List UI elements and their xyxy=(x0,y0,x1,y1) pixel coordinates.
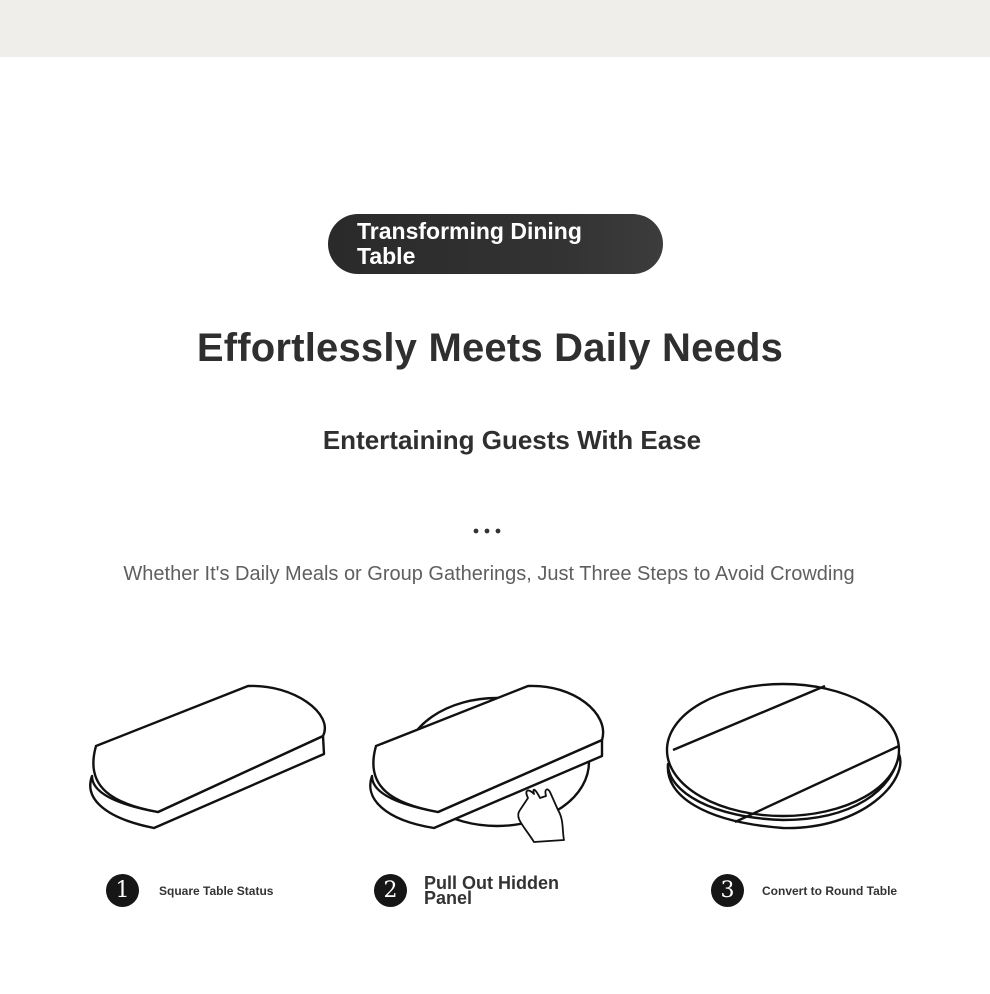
headline: Effortlessly Meets Daily Needs xyxy=(196,326,784,370)
step-number-badge: 3 xyxy=(711,874,744,907)
top-bar xyxy=(0,0,990,57)
tagline: Whether It's Daily Meals or Group Gatherings, Just Three Steps to Avoid Crowding xyxy=(123,563,855,585)
step-number-badge: 2 xyxy=(374,874,407,907)
title-pill xyxy=(328,214,663,274)
pill-label: Transforming Dining Table xyxy=(357,218,582,269)
step-1 xyxy=(106,874,273,907)
subheadline: Entertaining Guests With Ease xyxy=(322,425,702,455)
step-2 xyxy=(374,874,584,907)
half-table-icon xyxy=(84,670,330,840)
round-table-icon xyxy=(663,670,907,840)
dots-divider-icon xyxy=(470,527,510,535)
step-label: Pull Out Hidden Panel xyxy=(424,872,559,908)
step-label: Square Table Status xyxy=(159,883,274,898)
step-3 xyxy=(711,874,897,907)
pull-out-panel-icon xyxy=(364,670,610,850)
step-number-badge: 1 xyxy=(106,874,139,907)
step-label: Convert to Round Table xyxy=(762,883,898,898)
